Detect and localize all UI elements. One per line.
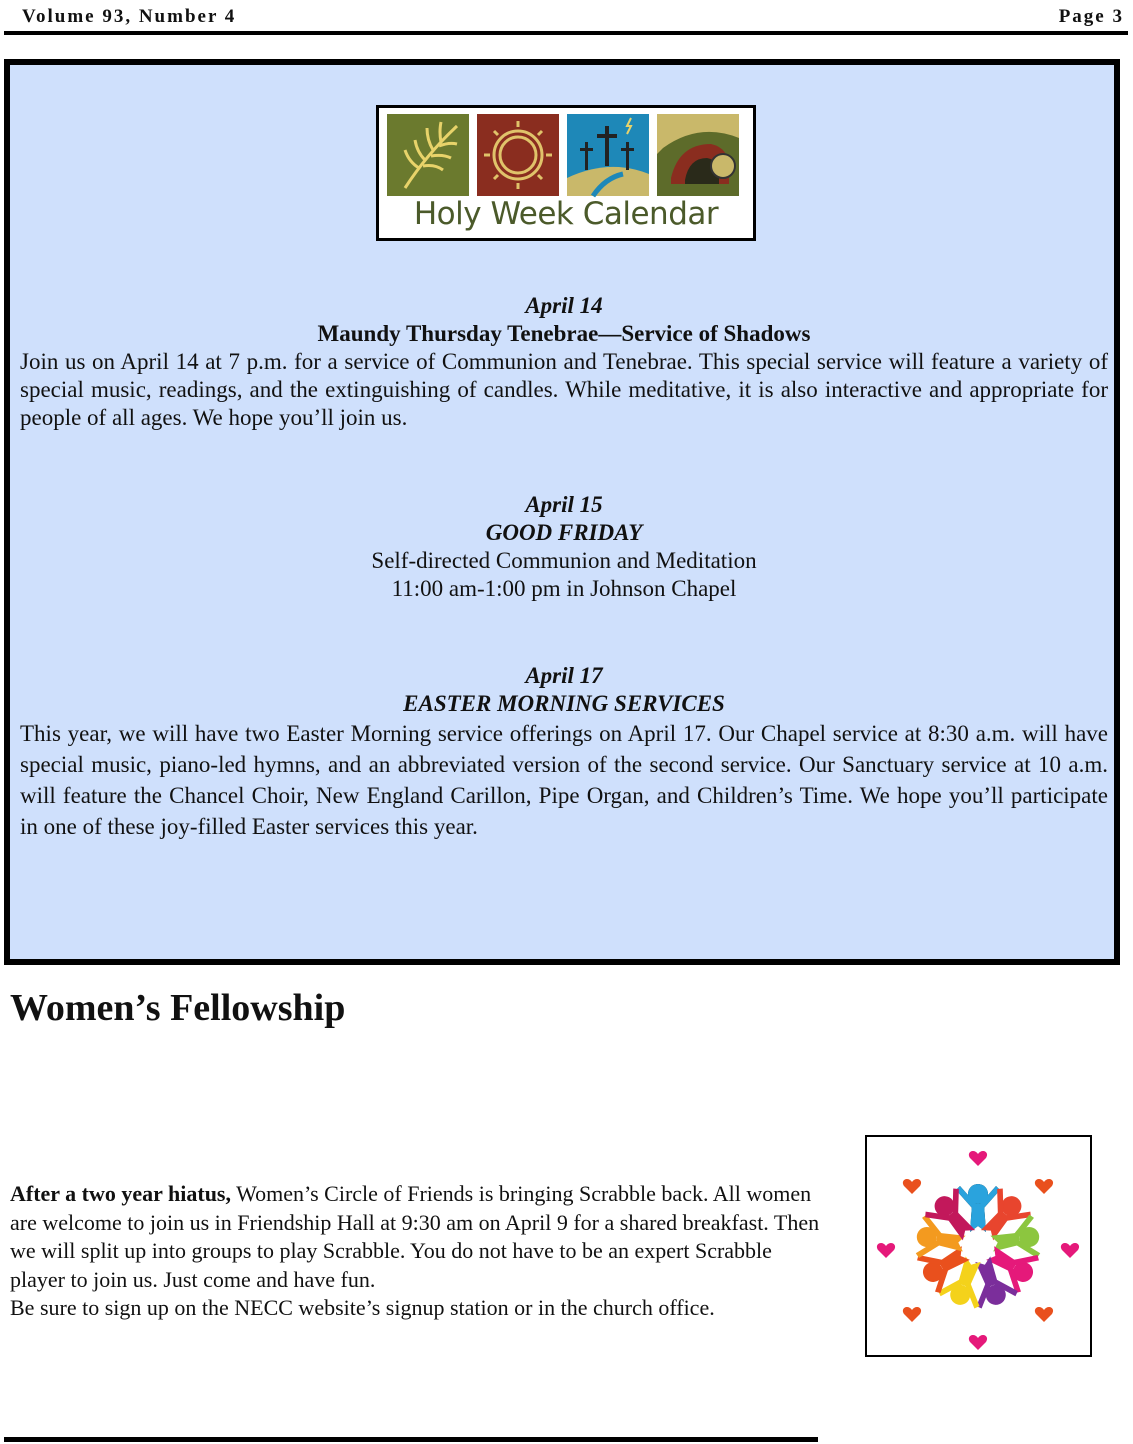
event-april-15 [20, 491, 1108, 603]
womens-fellowship-article [10, 1180, 830, 1323]
article-body: Women’s Circle of Friends is bringing Scrabble back. All women are welcome to join us in Friendship Hall at 9:30 am on April 9 for a shared breakfast. Then we will split up into groups to play Scrabble. You do not have to be an expert Scrabble player to join us. Just come and have fun. [10, 1181, 820, 1292]
event-line: 11:00 am-1:00 pm in Johnson Chapel [391, 576, 737, 601]
friendship-circle-image [865, 1135, 1092, 1357]
people-circle-icon [867, 1137, 1090, 1355]
event-title: GOOD FRIDAY [485, 520, 643, 545]
page-number: Page 3 [1058, 6, 1124, 27]
event-april-17 [20, 662, 1108, 842]
event-description: Join us on April 14 at 7 p.m. for a service of Communion and Tenebrae. This special service will feature a variety of special music, readings, and the extinguishing of candles. While meditative, it is also interactive and appropriate for people of all ages. We hope you’ll join us. [20, 349, 1108, 430]
event-title: EASTER MORNING SERVICES [403, 691, 725, 716]
event-title: Maundy Thursday Tenebrae—Service of Shadows [317, 321, 811, 346]
event-description: This year, we will have two Easter Morning service offerings on April 17. Our Chapel service at 8:30 a.m. will have special music, piano-led hymns, and an abbreviated version of the second service. Our Sanctuary service at 10 a.m. will feature the Chancel Choir, New England Carillon, Pipe Organ, and Children’s Time. We hope you’ll participate in one of these joy-filled Easter services this year. [20, 721, 1108, 839]
logo-title: Holy Week Calendar [413, 196, 719, 232]
section-title: Women’s Fellowship [10, 987, 346, 1029]
signup-note: Be sure to sign up on the NECC website’s signup station or in the church office. [10, 1295, 715, 1320]
holy-week-icons [379, 108, 753, 204]
event-date: April 15 [525, 492, 603, 517]
page-header [22, 6, 1124, 30]
event-line: Self-directed Communion and Meditation [371, 548, 757, 573]
event-april-14 [20, 292, 1108, 432]
event-date: April 14 [525, 293, 603, 318]
heart-icons [877, 1151, 1079, 1350]
article-lead: After a two year hiatus, [10, 1181, 231, 1206]
holy-week-box [4, 59, 1120, 965]
holy-week-logo [376, 105, 756, 241]
volume-number: Volume 93, Number 4 [22, 6, 237, 27]
event-date: April 17 [525, 663, 603, 688]
header-rule [4, 31, 1128, 35]
bottom-rule [4, 1437, 818, 1442]
